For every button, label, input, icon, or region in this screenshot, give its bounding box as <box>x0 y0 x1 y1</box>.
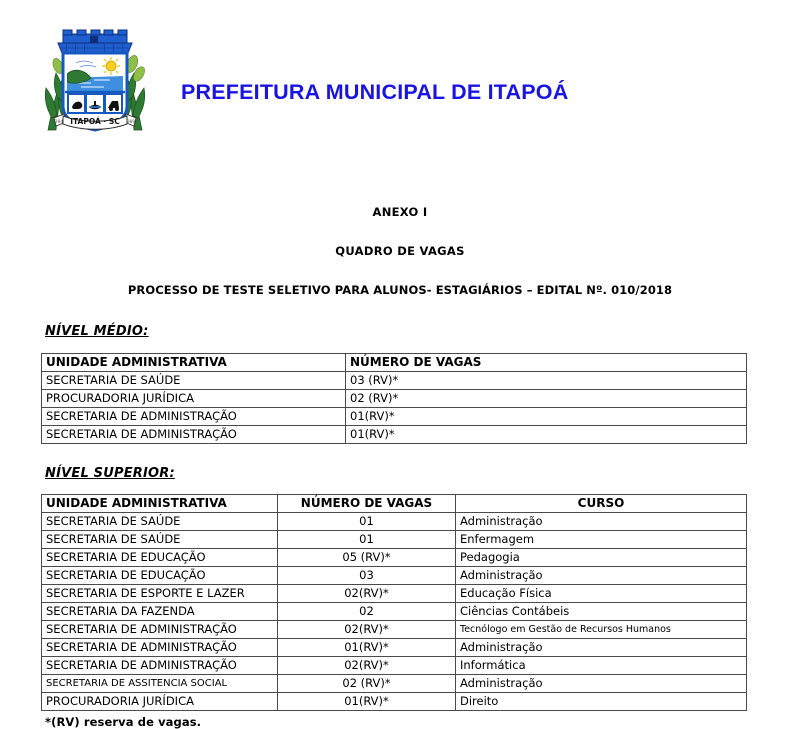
cell-unidade: SECRETARIA DE EDUCAÇÃO <box>42 567 278 585</box>
table-row <box>42 567 747 585</box>
table-header-row <box>42 495 747 513</box>
cell-unidade: SECRETARIA DE ADMINISTRAÇÃO <box>42 426 346 444</box>
section-heading-nivel-superior: NÍVEL SUPERIOR: <box>45 466 175 481</box>
table-row <box>42 693 747 711</box>
cell-curso: Administração <box>456 639 747 657</box>
cell-curso: Direito <box>456 693 747 711</box>
cell-vagas: 01(RV)* <box>278 639 456 657</box>
cell-unidade: SECRETARIA DE ASSITENCIA SOCIAL <box>42 675 278 693</box>
cell-curso: Informática <box>456 657 747 675</box>
cell-curso: Administração <box>456 513 747 531</box>
cell-vagas: 01 <box>278 513 456 531</box>
table-row <box>42 603 747 621</box>
column-header-vagas: NÚMERO DE VAGAS <box>346 354 747 372</box>
cell-vagas: 02(RV)* <box>278 657 456 675</box>
column-header-curso: CURSO <box>456 495 747 513</box>
organization-title: PREFEITURA MUNICIPAL DE ITAPOÁ <box>181 80 569 104</box>
document-header <box>0 0 800 150</box>
section-heading-nivel-medio: NÍVEL MÉDIO: <box>45 324 149 339</box>
table-row <box>42 372 747 390</box>
table-row <box>42 513 747 531</box>
cell-vagas: 01(RV)* <box>346 408 747 426</box>
cell-unidade: PROCURADORIA JURÍDICA <box>42 390 346 408</box>
svg-text:989: 989 <box>126 120 136 125</box>
cell-unidade: PROCURADORIA JURÍDICA <box>42 693 278 711</box>
cell-vagas: 03 (RV)* <box>346 372 747 390</box>
cell-unidade: SECRETARIA DE SAÚDE <box>42 513 278 531</box>
cell-vagas: 02(RV)* <box>278 585 456 603</box>
table-row <box>42 621 747 639</box>
cell-unidade: SECRETARIA DE ADMINISTRAÇÃO <box>42 408 346 426</box>
table-row <box>42 657 747 675</box>
annex-title: ANEXO I <box>372 205 428 219</box>
cell-unidade: SECRETARIA DE ADMINISTRAÇÃO <box>42 621 278 639</box>
table-row <box>42 426 747 444</box>
table-row <box>42 549 747 567</box>
table-nivel-medio <box>41 353 747 444</box>
crest-banner-text: ITAPOÁ · SC <box>70 117 120 126</box>
cell-vagas: 03 <box>278 567 456 585</box>
cell-curso: Tecnólogo em Gestão de Recursos Humanos <box>456 621 747 639</box>
edital-line: PROCESSO DE TESTE SELETIVO PARA ALUNOS- ESTAGIÁRIOS – EDITAL Nº. 010/2018 <box>127 283 673 297</box>
cell-unidade: SECRETARIA DA FAZENDA <box>42 603 278 621</box>
cell-curso: Pedagogia <box>456 549 747 567</box>
column-header-unidade: UNIDADE ADMINISTRATIVA <box>42 495 278 513</box>
cell-vagas: 02 <box>278 603 456 621</box>
table-row <box>42 408 747 426</box>
cell-curso: Ciências Contábeis <box>456 603 747 621</box>
document-title-block <box>0 205 800 297</box>
cell-vagas: 05 (RV)* <box>278 549 456 567</box>
table-row <box>42 585 747 603</box>
footnote-reserva-vagas: *(RV) reserva de vagas. <box>45 715 202 729</box>
cell-curso: Administração <box>456 567 747 585</box>
table-nivel-superior <box>41 494 747 711</box>
table-row <box>42 531 747 549</box>
table-row <box>42 390 747 408</box>
cell-unidade: SECRETARIA DE SAÚDE <box>42 372 346 390</box>
table-header-row <box>42 354 747 372</box>
cell-vagas: 02(RV)* <box>278 621 456 639</box>
cell-curso: Educação Física <box>456 585 747 603</box>
table-row <box>42 639 747 657</box>
cell-unidade: SECRETARIA DE ADMINISTRAÇÃO <box>42 657 278 675</box>
cell-unidade: SECRETARIA DE SAÚDE <box>42 531 278 549</box>
coat-of-arms-icon <box>36 22 154 140</box>
cell-curso: Administração <box>456 675 747 693</box>
cell-curso: Enfermagem <box>456 531 747 549</box>
cell-unidade: SECRETARIA DE EDUCAÇÃO <box>42 549 278 567</box>
document-subtitle: QUADRO DE VAGAS <box>335 244 465 258</box>
cell-vagas: 02 (RV)* <box>346 390 747 408</box>
table-row <box>42 675 747 693</box>
column-header-unidade: UNIDADE ADMINISTRATIVA <box>42 354 346 372</box>
cell-vagas: 01(RV)* <box>278 693 456 711</box>
cell-unidade: SECRETARIA DE ADMINISTRAÇÃO <box>42 639 278 657</box>
svg-text:294: 294 <box>54 120 64 125</box>
cell-vagas: 01 <box>278 531 456 549</box>
cell-vagas: 02 (RV)* <box>278 675 456 693</box>
cell-unidade: SECRETARIA DE ESPORTE E LAZER <box>42 585 278 603</box>
cell-vagas: 01(RV)* <box>346 426 747 444</box>
column-header-vagas: NÚMERO DE VAGAS <box>278 495 456 513</box>
